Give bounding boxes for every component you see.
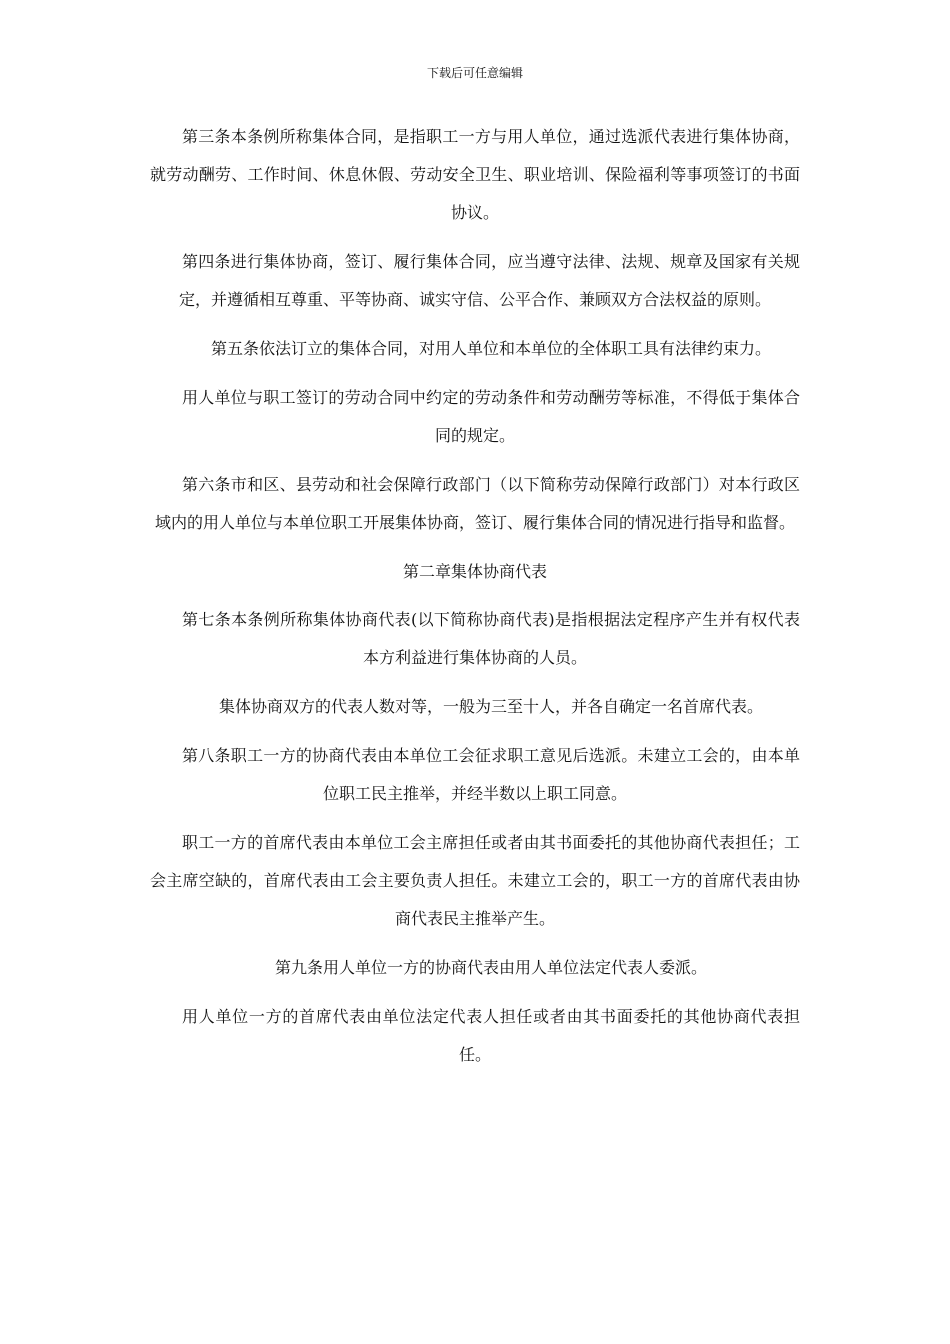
article-4-paragraph: 第四条进行集体协商，签订、履行集体合同，应当遵守法律、法规、规章及国家有关规定，并遵循相互尊重、平等协商、诚实守信、公平合作、兼顾双方合法权益的原则。 (178, 252, 800, 309)
article-6-paragraph: 第六条市和区、县劳动和社会保障行政部门（以下简称劳动保障行政部门）对本行政区域内的用人单位与本单位职工开展集体协商，签订、履行集体合同的情况进行指导和监督。 (154, 475, 800, 532)
article-5-clause-paragraph: 用人单位与职工签订的劳动合同中约定的劳动条件和劳动酬劳等标准，不得低于集体合同的规定。 (182, 388, 800, 445)
document-body (150, 118, 800, 1085)
article-8-paragraph: 第八条职工一方的协商代表由本单位工会征求职工意见后选派。未建立工会的，由本单位职工民主推举，并经半数以上职工同意。 (182, 746, 800, 803)
article-8-clause-paragraph: 职工一方的首席代表由本单位工会主席担任或者由其书面委托的其他协商代表担任；工会主席空缺的，首席代表由工会主要负责人担任。未建立工会的，职工一方的首席代表由协商代表民主推举产生。 (150, 833, 800, 928)
article-9-clause-paragraph: 用人单位一方的首席代表由单位法定代表人担任或者由其书面委托的其他协商代表担任。 (182, 1007, 800, 1064)
article-7-clause-paragraph: 集体协商双方的代表人数对等，一般为三至十人，并各自确定一名首席代表。 (218, 697, 763, 716)
article-3-paragraph: 第三条本条例所称集体合同，是指职工一方与用人单位，通过选派代表进行集体协商，就劳动酬劳、工作时间、休息休假、劳动安全卫生、职业培训、保险福利等事项签订的书面协议。 (150, 127, 800, 222)
article-5-paragraph: 第五条依法订立的集体合同，对用人单位和本单位的全体职工具有法律约束力。 (210, 339, 771, 358)
page-header-note: 下载后可任意编辑 (426, 66, 523, 80)
chapter-2-heading: 第二章集体协商代表 (402, 562, 547, 581)
article-7-paragraph: 第七条本条例所称集体协商代表(以下简称协商代表)是指根据法定程序产生并有权代表本方利益进行集体协商的人员。 (182, 610, 800, 667)
article-9-paragraph: 第九条用人单位一方的协商代表由用人单位法定代表人委派。 (274, 958, 707, 977)
